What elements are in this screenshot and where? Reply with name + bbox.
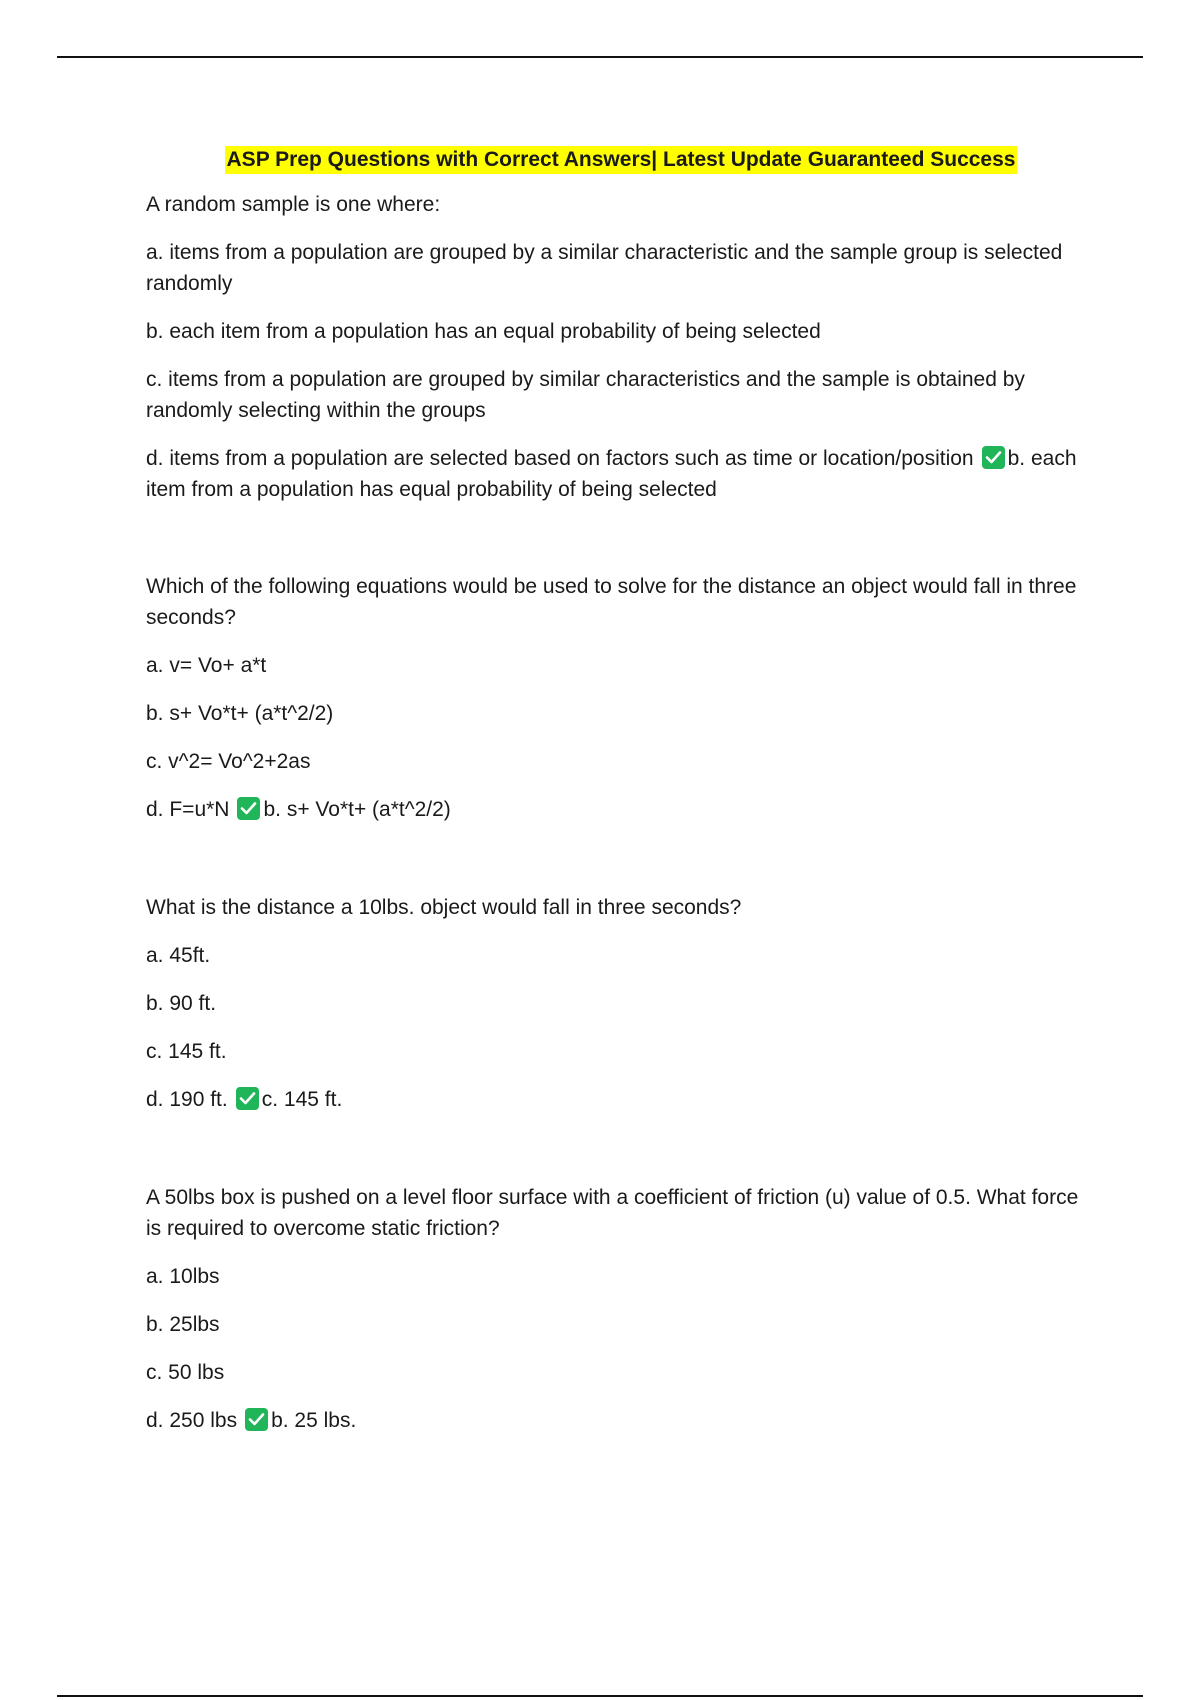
answer-option: b. s+ Vo*t+ (a*t^2/2) [146, 702, 334, 725]
question-block [146, 1182, 1096, 1436]
correct-answer: b. 25 lbs. [271, 1409, 357, 1432]
last-option-with-answer [146, 1405, 1096, 1436]
answer-option: c. 50 lbs [146, 1361, 225, 1384]
question-text: A random sample is one where: [146, 193, 441, 216]
last-option-with-answer [146, 794, 1096, 825]
answer-option: d. items from a population are selected based on factors such as time or location/position [146, 447, 974, 470]
answer-option: d. F=u*N [146, 798, 230, 821]
document-title: ASP Prep Questions with Correct Answers| Latest Update Guaranteed Success [225, 146, 1018, 174]
answer-option: b. 25lbs [146, 1313, 220, 1336]
correct-answer: b. each item from a population has equal probability of being selected [146, 447, 1077, 501]
correct-answer: c. 145 ft. [261, 1088, 343, 1111]
answer-option: c. v^2= Vo^2+2as [146, 750, 311, 773]
question-block [146, 189, 1096, 505]
checkmark-icon [237, 797, 260, 820]
answer-option: a. 10lbs [146, 1265, 220, 1288]
answer-option: a. v= Vo+ a*t [146, 654, 267, 677]
question-block [146, 571, 1096, 825]
question-text: What is the distance a 10lbs. object would fall in three seconds? [146, 896, 742, 919]
bottom-rule [57, 1695, 1143, 1697]
answer-option: b. 90 ft. [146, 992, 217, 1015]
answer-option: b. each item from a population has an equal probability of being selected [146, 320, 821, 343]
question-text: Which of the following equations would be used to solve for the distance an object would fall in three seconds? [146, 575, 1077, 629]
checkmark-icon [236, 1087, 259, 1110]
checkmark-icon [245, 1408, 268, 1431]
checkmark-icon [982, 446, 1005, 469]
title-row [146, 144, 1096, 175]
answer-option: a. 45ft. [146, 944, 211, 967]
correct-answer: b. s+ Vo*t+ (a*t^2/2) [263, 798, 451, 821]
answer-option: d. 190 ft. [146, 1088, 228, 1111]
answer-option: c. items from a population are grouped by similar characteristics and the sample is obtained by randomly selecting within the groups [146, 368, 1025, 422]
top-rule [57, 56, 1143, 58]
answer-option: c. 145 ft. [146, 1040, 227, 1063]
question-text: A 50lbs box is pushed on a level floor surface with a coefficient of friction (u) value of 0.5. What force is required to overcome static friction? [146, 1186, 1079, 1240]
last-option-with-answer [146, 443, 1096, 505]
document-body [146, 144, 1096, 1502]
answer-option: a. items from a population are grouped by a similar characteristic and the sample group is selected randomly [146, 241, 1063, 295]
last-option-with-answer [146, 1084, 1096, 1115]
answer-option: d. 250 lbs [146, 1409, 238, 1432]
question-block [146, 892, 1096, 1115]
